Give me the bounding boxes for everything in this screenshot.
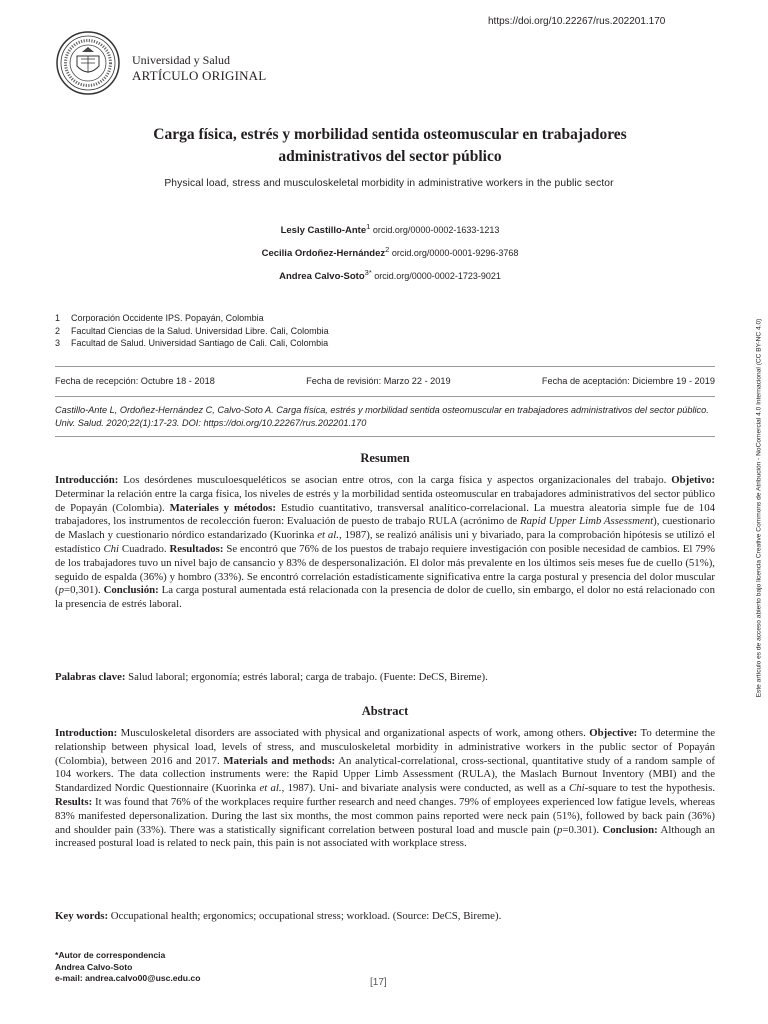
license-sidebar (748, 8, 768, 1018)
journal-header (132, 53, 266, 83)
citation: Castillo-Ante L, Ordoñez-Hernández C, Calvo-Soto A. Carga física, estrés y morbilidad sentida osteomuscular en trabajadores administrativos del sector público. Univ. Salud. 2020;22(1):17-23. DOI: https://doi.org/10.22267/rus.202201.170 (55, 405, 709, 428)
body-text: -square to test the hypothesis. (584, 782, 716, 795)
section-label: Introducción: (55, 474, 119, 486)
article-type: ARTÍCULO ORIGINAL (132, 68, 267, 83)
body-text: Cuadrado. (119, 542, 170, 555)
body-text: It was found that 76% of the workplaces require further research and need changes. 79% of employees experienced low fatigue levels, whereas 83% manifested depersonalization. During the last six months, the most common pains reported were neck pain (51%), followed by back pain (36%) and shoulder pain (33%). There was a statistically significant correlation between postural load and muscle pain ( (55, 795, 715, 836)
affiliation-number: 3 (55, 338, 61, 348)
affiliation-list (55, 312, 329, 350)
section-label: Materials and methods: (223, 754, 336, 767)
section-label: Resultados: (169, 542, 224, 555)
affiliation-item (55, 325, 329, 338)
license-text: Este artículo es de acceso abierto bajo licencia Creative Commons de Atribución - NoComercial 4.0 Internacional (CC BY-NC 4.0) (755, 318, 763, 698)
body-text: , 1987). Uni- and bivariate analysis were conducted, as well as a (281, 782, 570, 795)
accepted-date: Fecha de aceptación: Diciembre 19 - 2019 (541, 376, 715, 386)
keywords-text: Salud laboral; ergonomía; estrés laboral; carga de trabajo. (Fuente: DeCS, Bireme). (125, 671, 488, 683)
body-text: To determine the relationship between physical load, levels of stress, and musculoskeletal morbidity in administrative workers in the public sector of Popayán (Colombia), between 2016 and 2017. (55, 727, 716, 767)
body-text: La carga postural aumentada está relacionada con la presencia de dolor de cuello, sin embargo, el dolor no está relacionado con la presencia de estrés laboral. (55, 584, 715, 611)
revised-date: Fecha de revisión: Marzo 22 - 2019 (306, 376, 451, 386)
body-text: Los desórdenes musculoesqueléticos se asocian entre otros, con la carga física y aspectos organizacionales del trabajo. (118, 474, 672, 486)
affiliation-number: 1 (55, 313, 61, 323)
body-text: Se encontró que 76% de los puestos de trabajo requiere investigación con posible necesidad de cambios. El 79% de los trabajadores tuvo un nivel bajo de cansancio y 83% de despersonalización. El dolor más prevalente en los últimos seis meses fue de cuello (51%), seguido de espalda (36%) y hombro (33%). Se encontró correlación estadísticamente significativa entre la carga postural y presencia del dolor muscular ( (55, 542, 715, 597)
body-text: Determinar la relación entre la carga física, los niveles de estrés y la morbilidad sentida osteomuscular en trabajadores administrativos del sector público de Popayán (Colombia). (55, 487, 715, 514)
keywords-label: Palabras clave: (55, 671, 126, 683)
divider (55, 436, 715, 437)
resumen-body (55, 474, 715, 612)
author-affiliation-mark: 2 (385, 245, 390, 254)
author-name: Andrea Calvo-Soto (279, 271, 365, 282)
affiliation-text: Facultad de Salud. Universidad Santiago de Cali. Cali, Colombia (71, 338, 329, 348)
key-words (55, 910, 715, 924)
italic-term: et al. (317, 529, 340, 542)
author-item (60, 265, 720, 288)
palabras-clave (55, 671, 715, 685)
body-text: =0.301). (562, 823, 603, 836)
correspondence-label: *Autor de correspondencia (55, 950, 166, 960)
author-list (60, 219, 720, 288)
divider (55, 396, 715, 397)
body-text: =0,301). (64, 584, 104, 597)
section-label: Conclusión: (103, 584, 159, 597)
journal-name: Universidad y Salud (132, 53, 230, 67)
body-text: Estudio cuantitativo, transversal analítico-correlacional. La muestra aleatoria simple fue de 104 trabajadores, los instrumentos de recolección fueron: Evaluación de puesto de trabajo RULA (acrónimo de (55, 501, 715, 528)
affiliation-text: Facultad Ciencias de la Salud. Universidad Libre. Cali, Colombia (71, 325, 329, 336)
italic-term: Chi (103, 542, 120, 555)
body-text: , 1987), se realizó análisis uni y bivariado, para la comprobación hipótesis se utilizó el estadístico (55, 529, 715, 555)
italic-term: Chi (569, 782, 585, 795)
author-name: Lesly Castillo-Ante (280, 225, 367, 236)
author-orcid[interactable]: orcid.org/0000-0002-1723-9021 (374, 271, 501, 281)
author-orcid[interactable]: orcid.org/0000-0001-9296-3768 (391, 248, 519, 258)
university-seal-logo (55, 30, 121, 96)
doi-link[interactable]: https://doi.org/10.22267/rus.202201.170 (488, 16, 666, 27)
keywords-label: Key words: (55, 910, 109, 922)
author-name: Cecilia Ordoñez-Hernández (261, 248, 386, 259)
italic-term: p (556, 823, 563, 836)
affiliation-item (55, 312, 329, 325)
keywords-text: Occupational health; ergonomics; occupational stress; workload. (Source: DeCS, Bireme). (108, 910, 502, 922)
resumen-heading: Resumen (360, 451, 410, 465)
author-item (60, 219, 720, 242)
divider (55, 366, 715, 367)
author-affiliation-mark: 1 (366, 222, 371, 231)
body-text: An analytical-correlational, cross-sectional, quantitative study of a random sample of 104 workers. The data collection instruments were: the Rapid Upper Limb Assessment (RULA), the Maslach Burnout Inventory (MBI) and the Standardized Nordic Questionnaire (Kuorinka (55, 754, 715, 795)
affiliation-text: Corporación Occidente IPS. Popayán, Colombia (71, 313, 264, 323)
author-orcid[interactable]: orcid.org/0000-0002-1633-1213 (372, 225, 500, 235)
author-item (60, 242, 720, 265)
article-title-en: Physical load, stress and musculoskeletal morbidity in administrative workers in the public sector (164, 178, 614, 189)
correspondence-name: Andrea Calvo-Soto (55, 961, 133, 972)
section-label: Objective: (589, 727, 638, 739)
correspondence-note (55, 950, 200, 985)
body-text: Musculoskeletal disorders are associated with physical and organizational aspects of work, among others. (117, 727, 590, 739)
article-title-es: Carga física, estrés y morbilidad sentida osteomuscular en trabajadores administrativos del sector público (153, 126, 627, 165)
body-text: ), cuestionario de Maslach y cuestionario nórdico estandarizado (Kuorinka (55, 515, 716, 542)
section-label: Introduction: (55, 727, 118, 739)
abstract-heading: Abstract (361, 704, 409, 718)
section-label: Conclusion: (602, 823, 658, 836)
abstract-body (55, 727, 715, 851)
affiliation-item (55, 337, 329, 350)
section-label: Objetivo: (671, 474, 715, 486)
italic-term: et al. (259, 782, 282, 795)
author-affiliation-mark: 3* (364, 268, 372, 277)
section-label: Materiales y métodos: (169, 501, 276, 514)
italic-term: p (58, 584, 65, 597)
body-text: Although an increased postural load is related to neck pain, this pain is not associated with workplace stress. (55, 823, 715, 850)
section-label: Results: (55, 795, 93, 808)
correspondence-email[interactable]: e-mail: andrea.calvo00@usc.edu.co (55, 973, 201, 983)
affiliation-number: 2 (55, 325, 61, 336)
dates-row (55, 376, 715, 386)
received-date: Fecha de recepción: Octubre 18 - 2018 (55, 376, 215, 386)
italic-term: Rapid Upper Limb Assessment (520, 515, 654, 528)
page-number: [17] (370, 977, 387, 988)
